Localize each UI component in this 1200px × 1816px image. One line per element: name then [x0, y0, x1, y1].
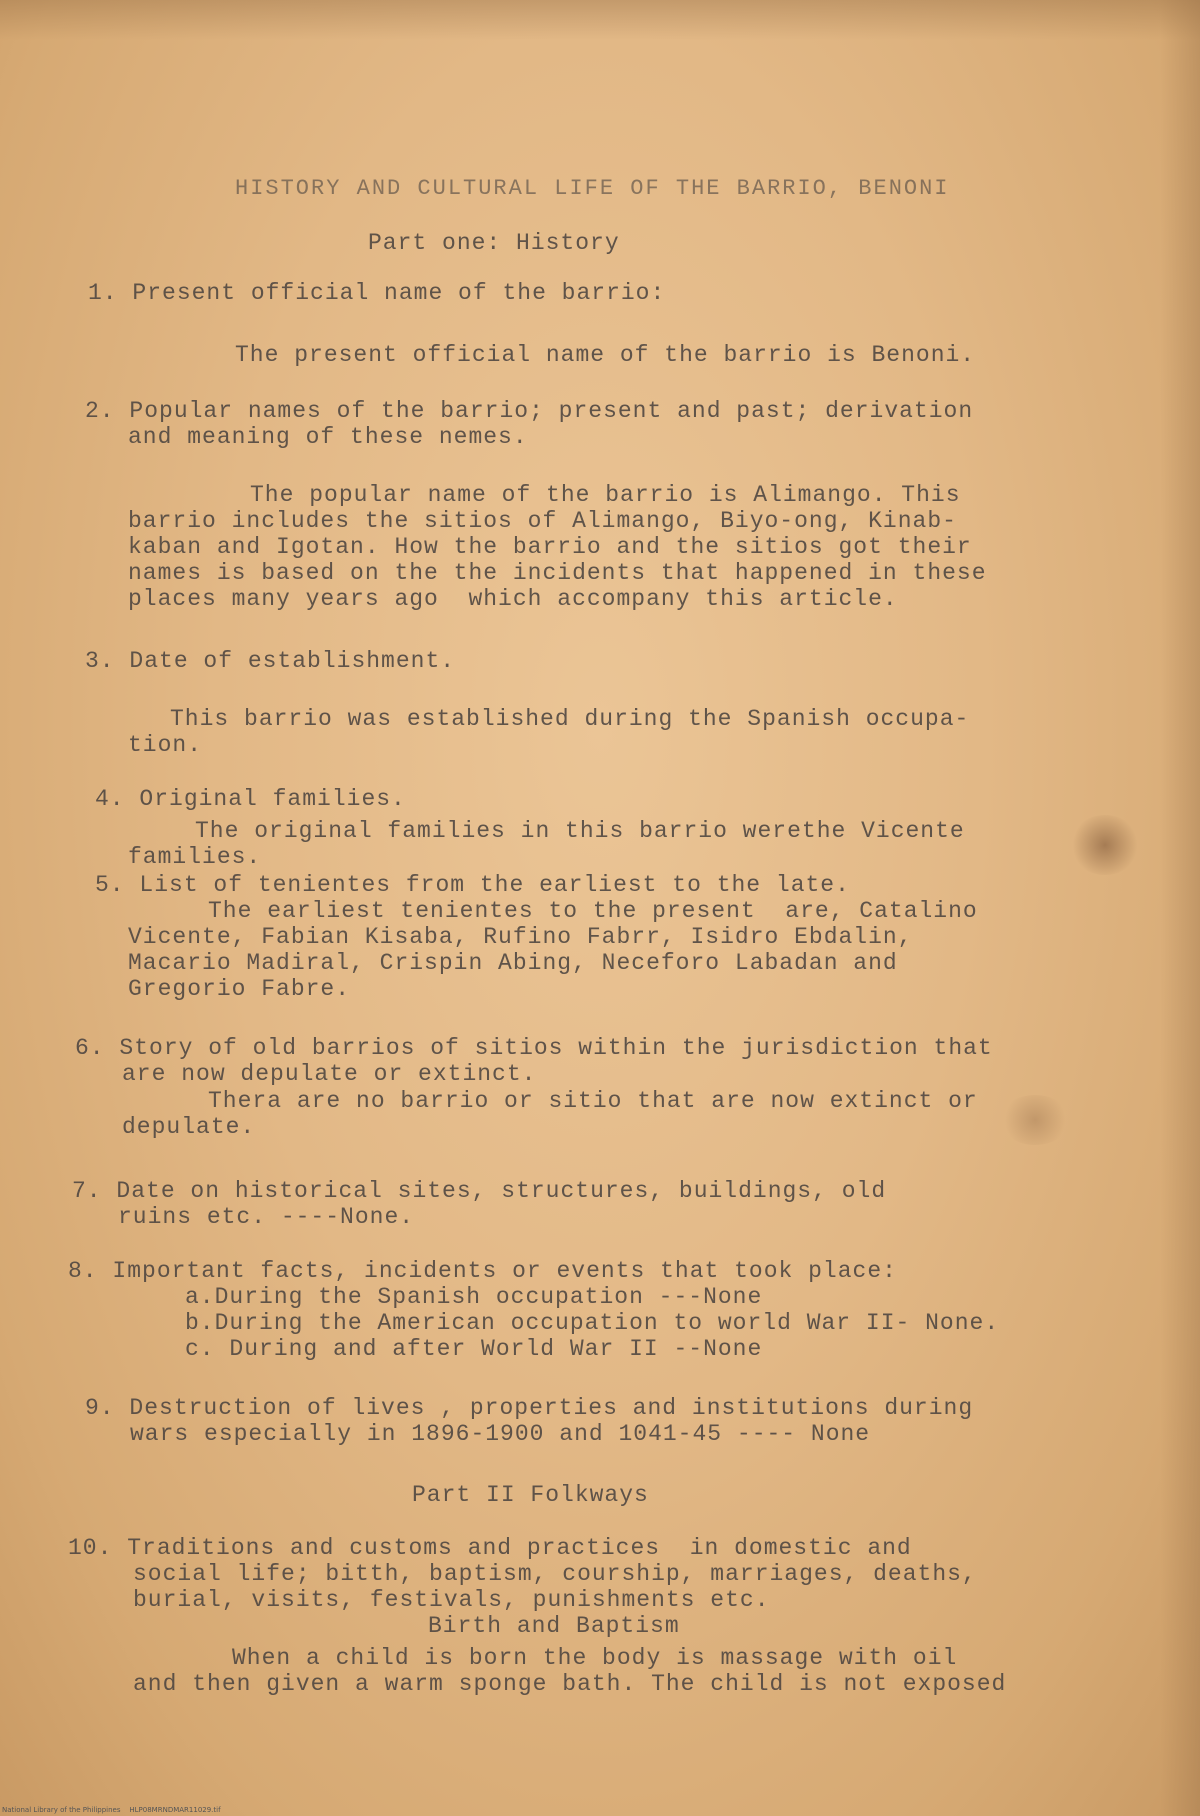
document-title: HISTORY AND CULTURAL LIFE OF THE BARRIO, BENONI	[235, 176, 950, 201]
item-7-question: ruins etc. ----None.	[118, 1204, 415, 1230]
item-5-answer: Gregorio Fabre.	[128, 976, 351, 1002]
item-10-answer: and then given a warm sponge bath. The child is not exposed	[133, 1671, 1007, 1697]
item-6-question: are now depulate or extinct.	[122, 1061, 537, 1087]
part-two-heading: Part II Folkways	[412, 1482, 649, 1508]
item-9-question: wars especially in 1896-1900 and 1041-45 ---- None	[130, 1421, 871, 1447]
item-2-answer: barrio includes the sitios of Alimango, Biyo-ong, Kinab-	[128, 508, 957, 534]
item-8-sub-a: a.During the Spanish occupation ---None	[185, 1284, 763, 1310]
item-5-answer: Macario Madiral, Crispin Abing, Neceforo Labadan and	[128, 950, 898, 976]
item-4-answer: families.	[128, 844, 262, 870]
item-8-sub-b: b.During the American occupation to world War II- None.	[185, 1310, 1000, 1336]
item-8-sub-c: c. During and after World War II --None	[185, 1336, 763, 1362]
archive-footer: National Library of the Philippines HLP08MRNDMAR11029.tif	[2, 1806, 221, 1814]
ink-stain	[1000, 1095, 1070, 1145]
item-6-answer: depulate.	[122, 1114, 256, 1140]
item-10-question: 10. Traditions and customs and practices in domestic and	[68, 1535, 912, 1561]
item-4-question: 4. Original families.	[95, 786, 406, 812]
item-3-answer: This barrio was established during the Spanish occupa-	[170, 706, 970, 732]
birth-baptism-heading: Birth and Baptism	[428, 1613, 680, 1639]
item-9-question: 9. Destruction of lives , properties and institutions during	[85, 1395, 974, 1421]
item-5-answer: The earliest tenientes to the present are, Catalino	[208, 898, 978, 924]
item-7-question: 7. Date on historical sites, structures, buildings, old	[72, 1178, 887, 1204]
item-2-answer: places many years ago which accompany this article.	[128, 586, 898, 612]
item-10-answer: When a child is born the body is massage with oil	[232, 1645, 958, 1671]
paper-edge-shadow-top	[0, 0, 1200, 40]
part-one-heading: Part one: History	[368, 230, 620, 256]
item-6-question: 6. Story of old barrios of sitios within the jurisdiction that	[75, 1035, 993, 1061]
item-10-question: social life; bitth, baptism, courship, marriages, deaths,	[133, 1561, 977, 1587]
paper-edge-shadow-right	[1160, 0, 1200, 1816]
item-10-question: burial, visits, festivals, punishments etc.	[133, 1587, 770, 1613]
item-3-answer: tion.	[128, 732, 203, 758]
item-2-answer: kaban and Igotan. How the barrio and the sitios got their	[128, 534, 972, 560]
item-2-question: 2. Popular names of the barrio; present and past; derivation	[85, 398, 974, 424]
item-2-question: and meaning of these nemes.	[128, 424, 528, 450]
item-5-answer: Vicente, Fabian Kisaba, Rufino Fabrr, Isidro Ebdalin,	[128, 924, 913, 950]
item-8-question: 8. Important facts, incidents or events that took place:	[68, 1258, 897, 1284]
item-2-answer: The popular name of the barrio is Alimango. This	[250, 482, 961, 508]
item-4-answer: The original families in this barrio werethe Vicente	[195, 818, 965, 844]
item-1-answer: The present official name of the barrio is Benoni.	[235, 342, 976, 368]
item-1-question: 1. Present official name of the barrio:	[88, 280, 666, 306]
item-5-question: 5. List of tenientes from the earliest to the late.	[95, 872, 850, 898]
ink-stain	[1070, 815, 1140, 875]
item-2-answer: names is based on the the incidents that happened in these	[128, 560, 987, 586]
item-3-question: 3. Date of establishment.	[85, 648, 456, 674]
item-6-answer: Thera are no barrio or sitio that are now extinct or	[208, 1088, 978, 1114]
